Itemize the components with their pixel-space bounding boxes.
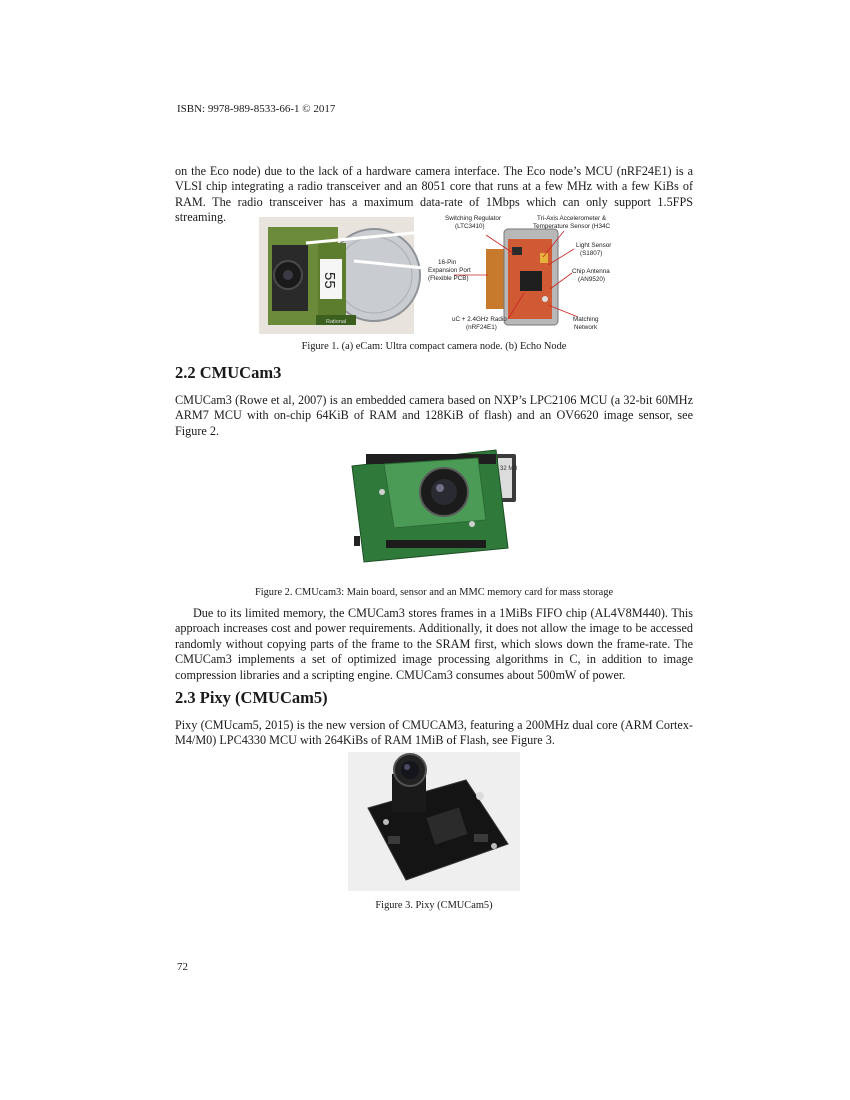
isbn-header: ISBN: 9978-989-8533-66-1 © 2017 <box>177 103 336 115</box>
coin-label: 55 <box>321 272 338 289</box>
label-chip-antenna: Chip Antenna <box>572 268 610 275</box>
ecam-photo <box>259 217 434 334</box>
label-temperature-sensor: Temperature Sensor (H34C <box>533 223 610 230</box>
echo-node-photo <box>486 229 558 325</box>
label-nrf24e1: (nRF24E1) <box>466 324 497 331</box>
label-ltc3410: (LTC3410) <box>455 223 485 230</box>
label-matching: Matching <box>573 316 599 323</box>
label-s1807: (S1807) <box>580 250 603 257</box>
label-network: Network <box>574 324 598 331</box>
label-16-pin: 16-Pin <box>438 259 457 266</box>
label-switching-regulator: Switching Regulator <box>445 215 502 222</box>
figure-1-ecam-echo-node <box>258 213 615 335</box>
board-label: Rational <box>326 319 347 325</box>
section-2-2-paragraph: CMUCam3 (Rowe et al, 2007) is an embedded camera based on NXP’s LPC2106 MCU (a 32-bit 60MHz ARM7 MCU with on-chip 64KiB of RAM and 128KiB of flash) and an OV6620 image sensor, see Figure 2. <box>175 393 693 438</box>
label-flexible-pcb: (Flexible PCB) <box>428 275 469 282</box>
label-expansion-port: Expansion Port <box>428 267 471 274</box>
label-radio: uC + 2.4GHz Radio <box>452 316 507 323</box>
figure-2-caption: Figure 2. CMUcam3: Main board, sensor and an MMC memory card for mass storage <box>254 587 614 598</box>
cmucam3-memory-paragraph: Due to its limited memory, the CMUCam3 stores frames in a 1MiBs FIFO chip (AL4V8M440). This approach increases cost and power requirements. Additionally, it does not allow the image to be accessed randomly without copying parts of the frame to the SRAM first, which slows down the frame-rate. The CMUCam3 implements a set of optimized image processing algorithms in C, in addition to image compression libraries and a scripting engine. CMUCam3 consumes about 500mW of power. <box>175 606 693 682</box>
page-number: 72 <box>177 961 188 973</box>
figure-1-caption: Figure 1. (a) eCam: Ultra compact camera node. (b) Echo Node <box>301 341 567 352</box>
figure-3-caption: Figure 3. Pixy (CMUCam5) <box>375 900 493 911</box>
label-light-sensor: Light Sensor <box>576 242 612 249</box>
intro-paragraph: on the Eco node) due to the lack of a hardware camera interface. The Eco node’s MCU (nRF24E1) is a VLSI chip integrating a radio transceiver and an 8051 core that runs at a few MHz with a few KiBs of RAM. The radio transceiver has a maximum data-rate of 1Mbps which can only support 1.5FPS streaming. <box>175 164 693 225</box>
label-accelerometer: Tri-Axis Accelerometer & <box>537 215 607 222</box>
figure-2-cmucam3-photo <box>346 444 520 567</box>
section-2-2-heading: 2.2 CMUCam3 <box>175 363 282 382</box>
section-2-3-paragraph: Pixy (CMUcam5, 2015) is the new version of CMUCAM3, featuring a 200MHz dual core (ARM Cortex-M4/M0) LPC4330 MCU with 264KiBs of RAM 1MiB of Flash, see Figure 3. <box>175 718 693 748</box>
mmc-card-label: 32 MB <box>500 466 518 472</box>
figure-3-pixy-photo <box>348 752 520 891</box>
section-2-3-heading: 2.3 Pixy (CMUCam5) <box>175 688 328 707</box>
label-an9520: (AN9520) <box>578 276 605 283</box>
